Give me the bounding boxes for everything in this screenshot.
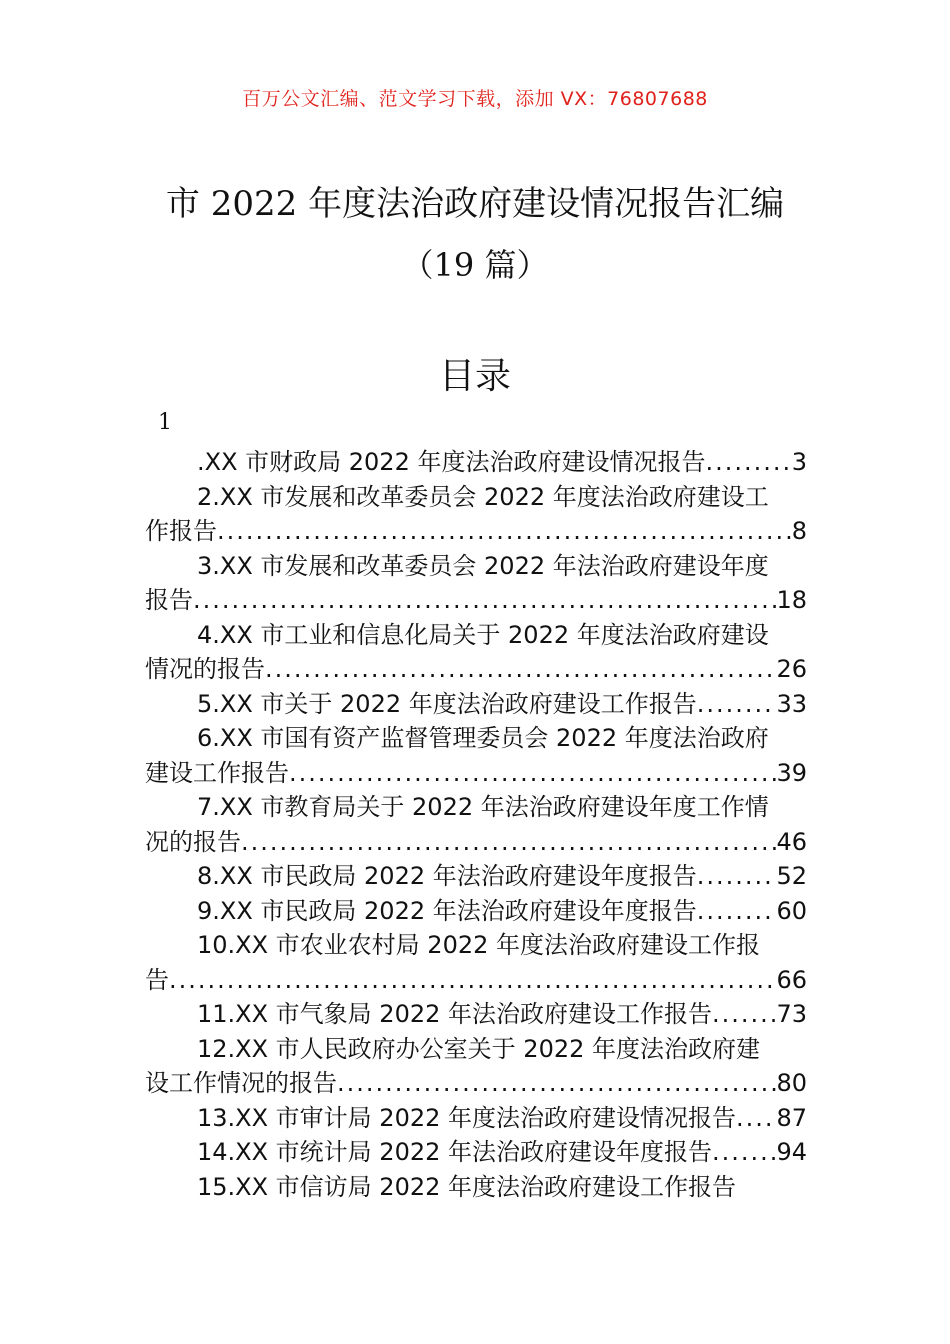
toc-leader-dots <box>337 1066 776 1101</box>
toc-entry-title: 14.XX 市统计局 2022 年法治政府建设年度报告 <box>197 1138 713 1166</box>
toc-leader-dots <box>289 756 776 791</box>
toc-leader-dots <box>697 687 777 722</box>
toc-entry-title: 10.XX 市农业农村局 2022 年度法治政府建设工作报 <box>197 931 761 959</box>
toc-entry[interactable] <box>145 687 807 722</box>
toc-entry-title: 8.XX 市民政局 2022 年法治政府建设年度报告 <box>197 862 697 890</box>
toc-entry-title: .XX 市财政局 2022 年度法治政府建设情况报告 <box>197 448 706 476</box>
toc-page-number: 60 <box>776 896 807 925</box>
toc-entry[interactable] <box>145 859 807 894</box>
toc-leader-dots <box>697 859 777 894</box>
toc-entry[interactable] <box>145 721 807 790</box>
toc-entry[interactable] <box>145 618 807 687</box>
toc-entry[interactable] <box>145 1135 807 1170</box>
toc-entry-title: 11.XX 市气象局 2022 年法治政府建设工作报告 <box>197 1000 713 1028</box>
toc-entry-title: 情况的报告 <box>145 655 265 683</box>
toc-entry-title: 7.XX 市教育局关于 2022 年法治政府建设年度工作情 <box>197 793 769 821</box>
toc-entry[interactable] <box>145 928 807 997</box>
toc-entry[interactable] <box>145 549 807 618</box>
toc-entry-title: 告 <box>145 965 169 994</box>
toc-entry-title: 4.XX 市工业和信息化局关于 2022 年度法治政府建设 <box>197 620 769 649</box>
toc-entry-title: 况的报告 <box>145 827 241 856</box>
toc-leader-dots <box>736 1101 776 1136</box>
stray-number: 1 <box>158 410 172 435</box>
toc-leader-dots <box>193 583 776 618</box>
toc-entry[interactable] <box>145 1101 807 1136</box>
toc-entry-title: 13.XX 市审计局 2022 年度法治政府建设情况报告 <box>197 1103 737 1132</box>
toc-entry-title: 作报告 <box>145 517 217 545</box>
toc-entry-title: 12.XX 市人民政府办公室关于 2022 年度法治政府建 <box>197 1034 761 1063</box>
toc-entry-title: 5.XX 市关于 2022 年度法治政府建设工作报告 <box>197 689 697 718</box>
toc-entry[interactable] <box>145 445 807 480</box>
toc-page-number: 39 <box>776 758 807 787</box>
document-subtitle: （19 篇） <box>401 246 549 284</box>
toc-entry-title: 9.XX 市民政局 2022 年法治政府建设年度报告 <box>197 896 697 925</box>
toc-page-number: 66 <box>776 965 807 994</box>
toc-entry[interactable] <box>145 997 807 1032</box>
toc-entry-title: 建设工作报告 <box>145 758 289 787</box>
toc-page-number: 87 <box>776 1103 807 1132</box>
toc-entry[interactable] <box>145 1170 807 1205</box>
toc-page-number: 26 <box>776 655 807 683</box>
toc-page-number: 73 <box>776 1000 807 1028</box>
toc-page-number: 80 <box>776 1069 807 1097</box>
toc-entry-title: 6.XX 市国有资产监督管理委员会 2022 年度法治政府 <box>197 724 769 752</box>
toc-page-number: 3 <box>791 448 807 476</box>
toc-leader-dots <box>712 1135 776 1170</box>
toc-leader-dots <box>697 894 777 929</box>
toc-entry-title: 2.XX 市发展和改革委员会 2022 年度法治政府建设工 <box>197 482 769 511</box>
toc-entry-title: 3.XX 市发展和改革委员会 2022 年法治政府建设年度 <box>197 551 769 580</box>
toc-entry[interactable] <box>145 790 807 859</box>
toc-page-number: 8 <box>791 517 807 545</box>
toc-entry[interactable] <box>145 480 807 549</box>
document-title: 市 2022 年度法治政府建设情况报告汇编 <box>165 184 785 224</box>
toc-page-number: 18 <box>776 586 807 614</box>
toc-page-number: 33 <box>776 689 807 718</box>
toc-leader-dots <box>169 963 776 998</box>
table-of-contents <box>145 445 807 1204</box>
toc-entry[interactable] <box>145 1032 807 1101</box>
toc-entry[interactable] <box>145 894 807 929</box>
toc-leader-dots <box>712 997 776 1032</box>
toc-entry-title: 15.XX 市信访局 2022 年度法治政府建设工作报告 <box>197 1172 737 1201</box>
toc-leader-dots <box>705 445 791 480</box>
toc-heading: 目录 <box>438 356 511 397</box>
toc-page-number: 52 <box>776 862 807 890</box>
toc-page-number: 46 <box>776 827 807 856</box>
toc-entry-title: 设工作情况的报告 <box>145 1069 337 1097</box>
toc-leader-dots <box>265 652 776 687</box>
toc-leader-dots <box>217 514 792 549</box>
toc-entry-title: 报告 <box>145 586 193 614</box>
toc-leader-dots <box>241 825 776 860</box>
toc-page-number: 94 <box>776 1138 807 1166</box>
header-banner: 百万公文汇编、范文学习下载，添加 VX：76807688 <box>242 88 708 110</box>
